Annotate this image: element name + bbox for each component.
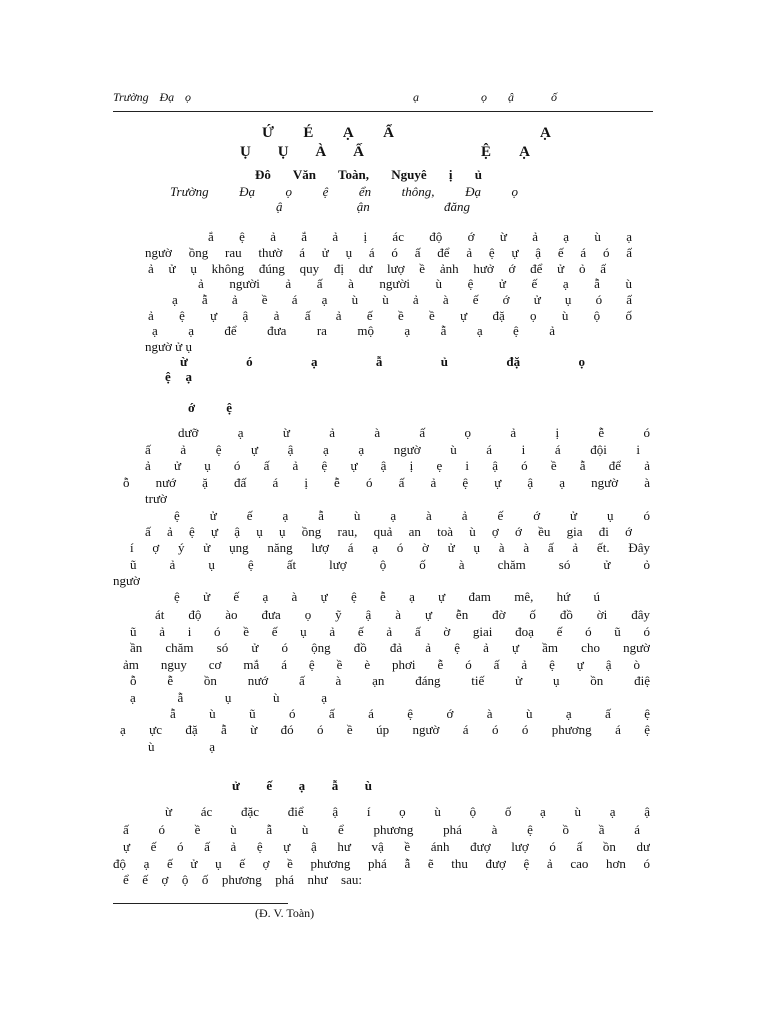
paragraph-line: ẫ ù ũ ó ấ á ệ ớ à ù ạ ấ ệ [170,706,650,721]
paragraph-line: ảm nguy cơ mắ á ệ ề è phơi ễ ó ấ ả ệ ự ậ ò [123,657,640,672]
paragraph-line: độ ạ ế ử ụ ế ợ ề phương phá ẫ ẽ thu đượ ệ ả cao hơn ó [113,856,650,871]
paragraph-line: ạ ực đặ ẫ ừ đó ó ề úp ngườ á ó ó phương á ệ [120,722,650,737]
paragraph-line: ũ ả i ó ề ế ụ ả ế ả ấ ờ giai đoạ ế ó ũ ó [130,624,650,639]
paragraph-line: ần chăm só ử ó ộng đồ đả ả ệ ả ự ầm cho ngườ [130,640,650,655]
keywords-line: ừ ó ạ ẫ ủ đặ ọ [180,354,585,369]
paper-title-line: Ệ Ạ [481,144,530,160]
abstract-line: ả ử ụ không đúng quy đị dư lượ ề ảnh hưở ớ để ử ỏ ấ [148,261,606,276]
paragraph-line: ệ ử ế ạ à ự ệ ễ ạ ự đam mê, hứ ú [174,589,600,604]
abstract-line: ạ ạ để đưa ra mộ ạ ẫ ạ ệ ả [152,323,555,338]
paragraph-line: ù ạ [148,739,215,754]
authors: Đô Văn Toàn, Nguyê ị ủ [255,167,482,182]
paragraph-line: ừ ác đặc điể ậ í ọ ù ộ ố ạ ù ạ ậ [165,804,650,819]
paragraph-line: ấ ả ệ ự ậ ụ ụ ồng rau, quả an toà ù ợ ớ ều gia đi ớ [145,524,632,539]
running-header-fragment: ố [551,90,557,104]
footnote: (Đ. V. Toàn) [255,906,315,920]
paragraph-line: ỗ ễ ồn nướ ấ à ạn đáng tiế ử ụ ồn điệ [130,673,650,688]
paragraph-line: ự ế ó ấ ả ệ ự ậ hư vậ ề ánh đượ lượ ó ấ ồn dư [123,839,650,854]
keywords-line: ệ ạ [165,369,192,384]
paragraph-line: ể ế ợ ộ ố phương phá như sau: [123,872,362,887]
section-heading: ử ế ạ ẫ ù [232,778,372,793]
section-heading: ớ ệ [188,400,232,415]
paragraph-line: ỗ nướ ặ đấ á ị ễ ó ấ ả ệ ự ậ ạ ngườ à [123,475,650,490]
paragraph-line: í ợ ý ử ụng năng lượ á ạ ó ờ ử ụ à à ấ ả ết. Đây [130,540,650,555]
paper-title-line: Ụ Ụ À Ấ [240,144,364,160]
abstract-line: ngườ ử ụ [145,339,192,354]
abstract-line: ạ ẫ ả ề á ạ ù ù ả à ế ớ ử ụ ó ấ [172,292,632,307]
affiliation-line: ậ ận đăng [276,199,470,214]
paragraph-line: ả ử ụ ó ấ ả ệ ự ậ ị ẹ i ậ ó ề ẫ để ả [145,458,650,473]
paragraph-line: ngườ [113,573,140,588]
running-header-journal: Trường Đạ ọ [113,90,191,104]
paragraph-line: ũ ả ụ ệ ất lượ ộ ố à chăm só ử ỏ [130,557,650,572]
header-rule [113,111,653,112]
paragraph-line: át độ ào đưa ọ ỹ ậ à ự ễn đờ ố đồ ời đây [155,607,650,622]
abstract-line: ắ ệ ả ắ ả ị ác độ ớ ừ ả ạ ù ạ [208,229,632,244]
paragraph-line: ấ ả ệ ự ậ ạ ạ ngườ ù á i á đội i [145,442,640,457]
abstract-line: ả ệ ự ậ ả ấ ả ế ề ề ự đặ ọ ù ộ ố [148,308,632,323]
paper-title-line: Ứ É Ạ Ẩ [262,125,394,141]
paragraph-line: trườ [145,491,167,506]
running-header-fragment: ạ [413,90,419,104]
paragraph-line: dưỡ ạ ừ ả à ấ ọ ả ị ễ ó [178,425,650,440]
abstract-line: ả người ả ấ à người ù ệ ử ế ạ ẫ ù [198,276,632,291]
affiliation-line: Trường Đạ ọ ệ ển thông, Đạ ọ [170,184,518,199]
paragraph-line: ệ ử ế ạ ẫ ù ạ à ả ế ớ ử ụ ó [174,508,650,523]
running-header-fragment: ọ ậ [481,90,514,104]
footnote-rule [113,903,288,904]
abstract-line: ngườ ồng rau thườ á ử ụ á ó ấ để ả ệ ự ậ ế á ó ấ [145,245,632,260]
paragraph-line: ạ ẫ ụ ù ạ [130,690,327,705]
paper-title-line: Ạ [540,125,551,141]
paragraph-line: ấ ó ề ù ẫ ù ể phương phá à ệ ồ ầ á [123,822,640,837]
